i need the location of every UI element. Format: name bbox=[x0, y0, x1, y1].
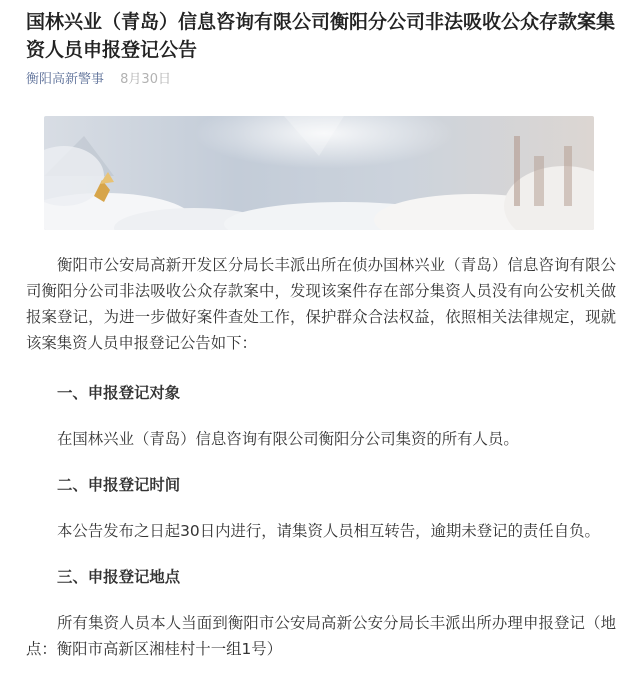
section-body: 本公告发布之日起30日内进行，请集资人员相互转告，逾期未登记的责任自负。 bbox=[57, 522, 600, 540]
section-body: 在国林兴业（青岛）信息咨询有限公司衡阳分公司集资的所有人员。 bbox=[57, 430, 519, 448]
article-title: 国林兴业（青岛）信息咨询有限公司衡阳分公司非法吸收公众存款案集资人员申报登记公告 bbox=[26, 11, 616, 61]
banner-illustration bbox=[44, 116, 594, 230]
account-name-link[interactable]: 衡阳高新警事 bbox=[26, 72, 105, 87]
section-body: 所有集资人员本人当面到衡阳市公安局高新公安分局长丰派出所办理申报登记（地点：衡阳市高新区湘桂村十一组1号） bbox=[26, 614, 616, 658]
intro-paragraph: 衡阳市公安局高新开发区分局长丰派出所在侦办国林兴业（青岛）信息咨询有限公司衡阳分公司非法吸收公众存款案中，发现该案件存在部分集资人员没有向公安机关做报案登记，为进一步做好案件查处工作，保护群众合法权益，依照相关法律规定，现就该案集资人员申报登记公告如下： bbox=[26, 256, 616, 352]
header-banner-image bbox=[44, 116, 594, 230]
section-heading: 三、申报登记地点 bbox=[57, 568, 181, 586]
article-meta bbox=[26, 72, 171, 88]
publish-date: 8月30日 bbox=[120, 72, 171, 87]
section-heading: 二、申报登记时间 bbox=[57, 476, 181, 494]
article-body bbox=[26, 252, 616, 662]
section-heading: 一、申报登记对象 bbox=[57, 384, 181, 402]
